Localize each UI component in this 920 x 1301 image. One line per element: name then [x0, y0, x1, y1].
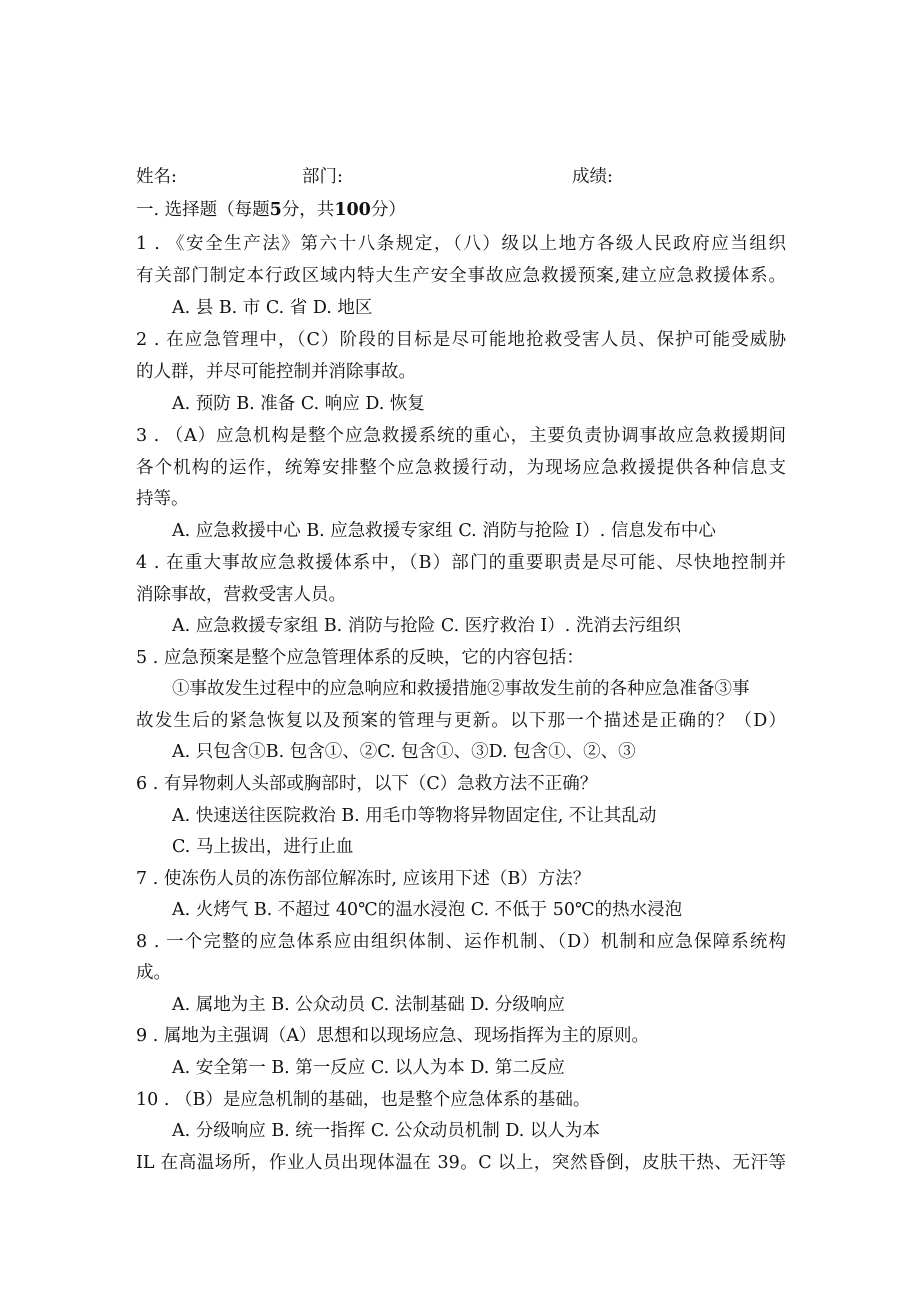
- question-5-line-3: 故发生后的紧急恢复以及预案的管理与更新。以下那一个描述是正确的？（D）: [136, 711, 786, 731]
- question-2-line-1: 2 . 在应急管理中，（C）阶段的目标是尽可能地抢救受害人员、保护可能受威胁: [136, 330, 786, 350]
- section-points: 5: [269, 200, 282, 220]
- question-8-line-2: 成。: [136, 963, 171, 983]
- question-11-line-1: IL 在高温场所，作业人员出现体温在 39。C 以上，突然昏倒，皮肤干热、无汗等: [136, 1153, 786, 1173]
- question-9-line-1: 9 . 属地为主强调（A）思想和以现场应急、现场指挥为主的原则。: [136, 1026, 649, 1046]
- question-1-line-2: 有关部门制定本行政区域内特大生产安全事故应急救援预案,建立应急救援体系。: [136, 266, 786, 286]
- question-3-line-3: 持等。: [136, 489, 189, 509]
- question-3-line-2: 各个机构的运作，统筹安排整个应急救援行动，为现场应急救援提供各种信息支: [136, 458, 786, 478]
- question-4-options: A. 应急救援专家组 B. 消防与抢险 C. 医疗救治 I）. 洗消去污组织: [172, 616, 681, 636]
- question-5-line-2: ①事故发生过程中的应急响应和救援措施②事故发生前的各种应急准备③事: [172, 679, 750, 699]
- question-4-line-2: 消除事故，营救受害人员。: [136, 585, 346, 605]
- question-7-line-1: 7 . 使冻伤人员的冻伤部位解冻时, 应该用下述（B）方法？: [136, 869, 591, 889]
- question-3-options: A. 应急救援中心 B. 应急救援专家组 C. 消防与抢险 I）. 信息发布中心: [172, 521, 716, 541]
- name-label: 姓名:: [136, 167, 177, 187]
- score-label: 成绩:: [572, 167, 613, 187]
- question-10-options: A. 分级响应 B. 统一指挥 C. 公众动员机制 D. 以人为本: [172, 1121, 600, 1141]
- question-3-line-1: 3 . （A）应急机构是整个应急救援系统的重心，主要负责协调事故应急救援期间: [136, 426, 786, 446]
- question-7-options: A. 火烤气 B. 不超过 40℃的温水浸泡 C. 不低于 50℃的热水浸泡: [172, 900, 683, 920]
- question-6-line-1: 6 . 有异物刺人头部或胸部时，以下（C）急救方法不正确？: [136, 774, 598, 794]
- question-1-line-1: 1 . 《安全生产法》第六十八条规定，（八）级以上地方各级人民政府应当组织: [136, 234, 786, 254]
- question-2-options: A. 预防 B. 准备 C. 响应 D. 恢复: [172, 394, 425, 414]
- section-total: 100: [334, 200, 371, 220]
- section-title-mid: 分，共: [281, 200, 335, 220]
- question-8-options: A. 属地为主 B. 公众动员 C. 法制基础 D. 分级响应: [172, 995, 565, 1015]
- question-9-options: A. 安全第一 B. 第一反应 C. 以人为本 D. 第二反应: [172, 1058, 565, 1078]
- section-title-prefix: 一. 选择题（每题: [136, 200, 270, 220]
- question-1-options: A. 县 B. 市 C. 省 D. 地区: [172, 298, 373, 318]
- section-title-suffix: 分）: [370, 200, 406, 220]
- department-label: 部门:: [302, 167, 343, 187]
- question-5-options: A. 只包含①B. 包含①、②C. 包含①、③D. 包含①、②、③: [172, 742, 636, 762]
- question-6-options-2: C. 马上拔出，进行止血: [172, 837, 354, 857]
- question-2-line-2: 的人群，并尽可能控制并消除事故。: [136, 362, 416, 382]
- section-title: [136, 198, 406, 222]
- question-10-line-1: 10 . （B）是应急机制的基础，也是整个应急体系的基础。: [136, 1090, 591, 1110]
- question-8-line-1: 8 . 一个完整的应急体系应由组织体制、运作机制、（D）机制和应急保障系统构: [136, 932, 786, 952]
- question-5-line-1: 5 . 应急预案是整个应急管理体系的反映，它的内容包括：: [136, 648, 584, 668]
- question-4-line-1: 4 . 在重大事故应急救援体系中，（B）部门的重要职责是尽可能、尽快地控制并: [136, 553, 786, 573]
- question-6-options-1: A. 快速送往医院救治 B. 用毛巾等物将异物固定住, 不让其乱动: [172, 806, 657, 826]
